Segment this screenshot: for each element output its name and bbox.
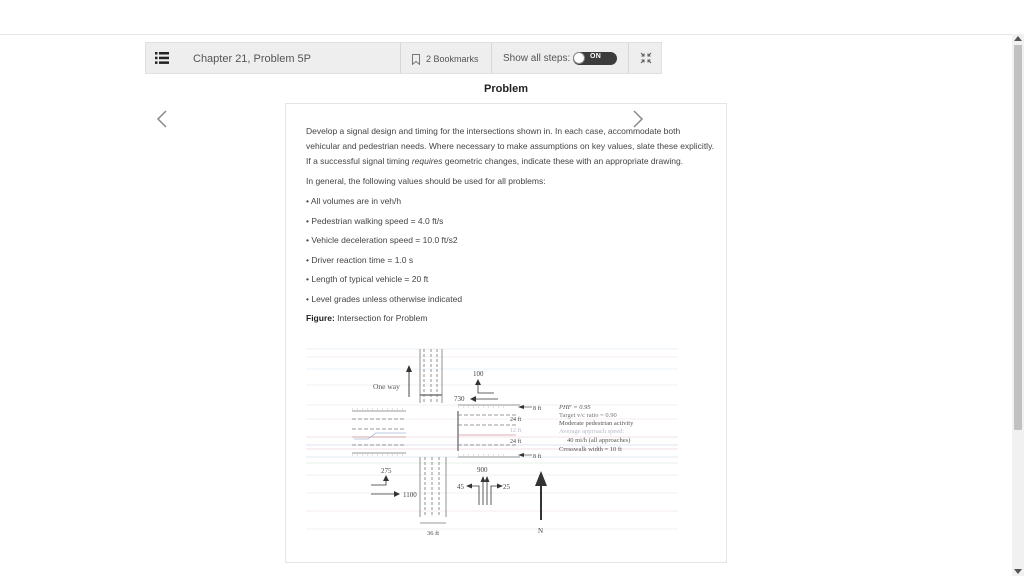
solution-toolbar [145,42,662,74]
dimension-label: 24 ft [510,439,522,445]
note-line: Moderate pedestrian activity [559,420,634,427]
arrow-heads [466,476,503,489]
bookmark-icon [412,54,420,65]
intro-text-end: geometric changes, indicate these with an appropriate drawing. [442,156,684,166]
volume-label: 1100 [403,491,417,499]
dimension-label: 12 ft [510,428,522,434]
note-line: PHF = 0.95 [559,404,591,411]
note-line: Crosswalk width = 10 ft [559,446,622,453]
arrow-head [394,491,400,497]
west-approach [352,411,406,453]
north-arrow-head [535,471,547,486]
show-steps-label: Show all steps: [503,53,571,64]
toolbar-divider [400,43,401,73]
dimension-label: 24 ft [510,417,522,423]
dimension-label: 36 ft [427,530,440,537]
list-item: • Driver reaction time = 1.0 s [306,254,414,265]
bookmarks-button[interactable] [412,52,479,66]
list-item: • All volumes are in veh/h [306,196,402,206]
intro-emphasis: requires [411,156,443,166]
arrow-head [518,453,524,457]
scroll-down-icon[interactable] [1014,569,1022,574]
scroll-up-icon[interactable] [1014,36,1022,41]
problem-intro [306,124,716,169]
volume-label: 275 [381,467,392,475]
arrow-head [518,405,524,409]
one-way-arrow [406,365,412,397]
scrollbar-thumb[interactable] [1014,45,1022,430]
dimension-label: 8 ft [533,454,542,460]
list-icon[interactable] [155,52,169,64]
general-statement: In general, the following values should be used for all problems: [306,176,546,186]
crosswalk-markings [352,407,506,455]
toggle-knob [573,52,585,64]
toolbar-divider [628,43,629,73]
chapter-title: Chapter 21, Problem 5P [193,53,312,65]
arrow-head [475,379,481,385]
volume-label: 100 [473,370,484,378]
volume-label: 25 [503,483,510,491]
dimension-label: 8 ft [533,406,542,412]
top-divider [0,34,1012,35]
one-way-label: One way [373,382,400,391]
figure-caption-text: Intersection for Problem [334,313,428,323]
volume-label: 900 [477,466,488,474]
figure-label: Figure: [306,313,335,323]
south-approach [420,457,446,517]
collapse-icon[interactable] [640,52,652,64]
volume-label: 730 [454,395,465,403]
north-label: N [538,527,544,535]
chevron-left-icon[interactable] [155,109,169,129]
page-title: Problem [483,83,528,95]
note-line: 40 mi/h (all approaches) [567,437,631,444]
list-item: • Length of typical vehicle = 20 ft [306,274,429,284]
intro-text: Develop a signal design and timing for the intersections shown in. In each case, accommodate both vehicular and pedestrian needs. Where necessary to make assumptions on key values, slate these explicitly. If a successful signal timing [306,126,715,166]
show-steps-toggle[interactable] [573,52,617,65]
toggle-state-label: ON [590,53,602,60]
toolbar-divider [491,43,492,73]
page-scrollbar[interactable] [1012,34,1024,576]
arrow-head [470,396,476,402]
note-line: Average approach speed: [559,428,625,435]
note-line: Target v/c ratio = 0.90 [559,412,617,419]
design-notes [558,404,634,453]
list-item: • Level grades unless otherwise indicated [306,293,463,304]
arrow-head [383,475,389,481]
list-item: • Vehicle deceleration speed = 10.0 ft/s2 [306,235,458,245]
dimension-lines [520,407,532,455]
problem-text [306,124,716,326]
list-item: • Pedestrian walking speed = 4.0 ft/s [306,215,444,226]
volume-label: 45 [457,483,464,491]
bookmarks-label: 2 Bookmarks [426,54,479,64]
figure-caption [306,311,716,326]
intersection-diagram [306,345,678,537]
